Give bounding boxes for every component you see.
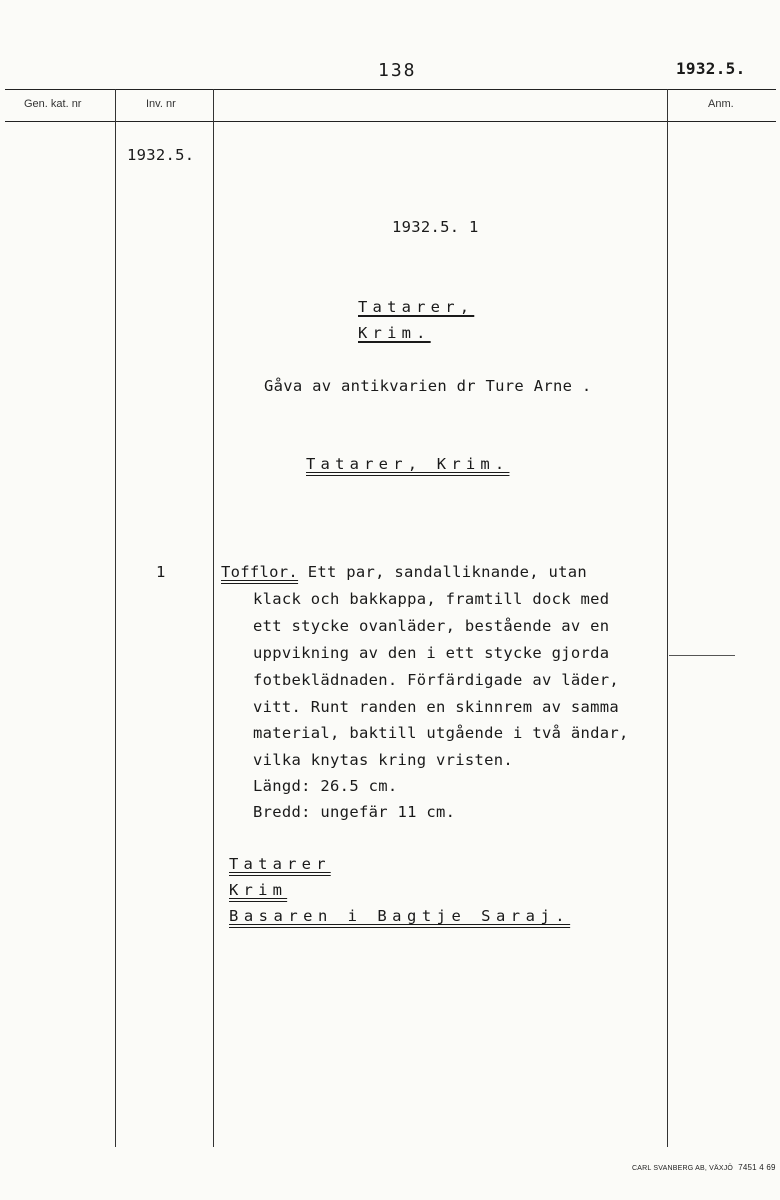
top-right-catalog-code: 1932.5. [676,59,746,78]
description-line: uppvikning av den i ett stycke gjorda [253,644,610,662]
heading-region: Krim. [358,324,431,342]
item-inventory-number: 1 [156,563,166,581]
column-header-anm: Anm. [708,98,734,110]
subheading: Tatarer, Krim. [306,455,510,473]
column-header-inv-nr: Inv. nr [146,98,176,110]
measurement-width: Bredd: ungefär 11 cm. [253,803,456,821]
description-line: vilka knytas kring vristen. [253,751,514,769]
remarks-mark-line [669,655,735,656]
item-id: 1932.5. 1 [392,218,479,236]
column-divider-3 [667,89,668,1147]
printer-imprint [632,1163,776,1172]
provenance-people: Tatarer [229,855,331,873]
description-line: material, baktill utgående i två ändar, [253,724,629,742]
heading-people: Tatarer, [358,298,475,316]
item-title: Tofflor. [221,563,299,581]
column-divider-2 [213,89,214,1147]
form-code: 7451 4 69 [738,1163,776,1172]
description-line: vitt. Runt randen en skinnrem av samma [253,698,620,716]
description-line: klack och bakkappa, framtill dock med [253,590,610,608]
column-header-gen-kat-nr: Gen. kat. nr [24,98,82,110]
donation-note: Gåva av antikvarien dr Ture Arne . [264,377,592,395]
provenance-bazaar: Basaren i Bagtje Saraj. [229,907,571,925]
measurement-length: Längd: 26.5 cm. [253,777,398,795]
printer-name: CARL SVANBERG AB, VÄXJÖ [632,1165,734,1172]
description-first-line: Ett par, sandalliknande, utan [307,563,588,581]
page-number: 138 [378,60,417,81]
provenance-region: Krim [229,881,288,899]
column-divider-1 [115,89,116,1147]
group-inventory-number: 1932.5. [127,146,195,164]
item-title-line [221,563,587,581]
description-line: fotbeklädnaden. Förfärdigade av läder, [253,671,620,689]
description-line: ett stycke ovanläder, bestående av en [253,617,610,635]
header-top-rule [5,89,776,90]
header-bottom-rule [5,121,776,122]
